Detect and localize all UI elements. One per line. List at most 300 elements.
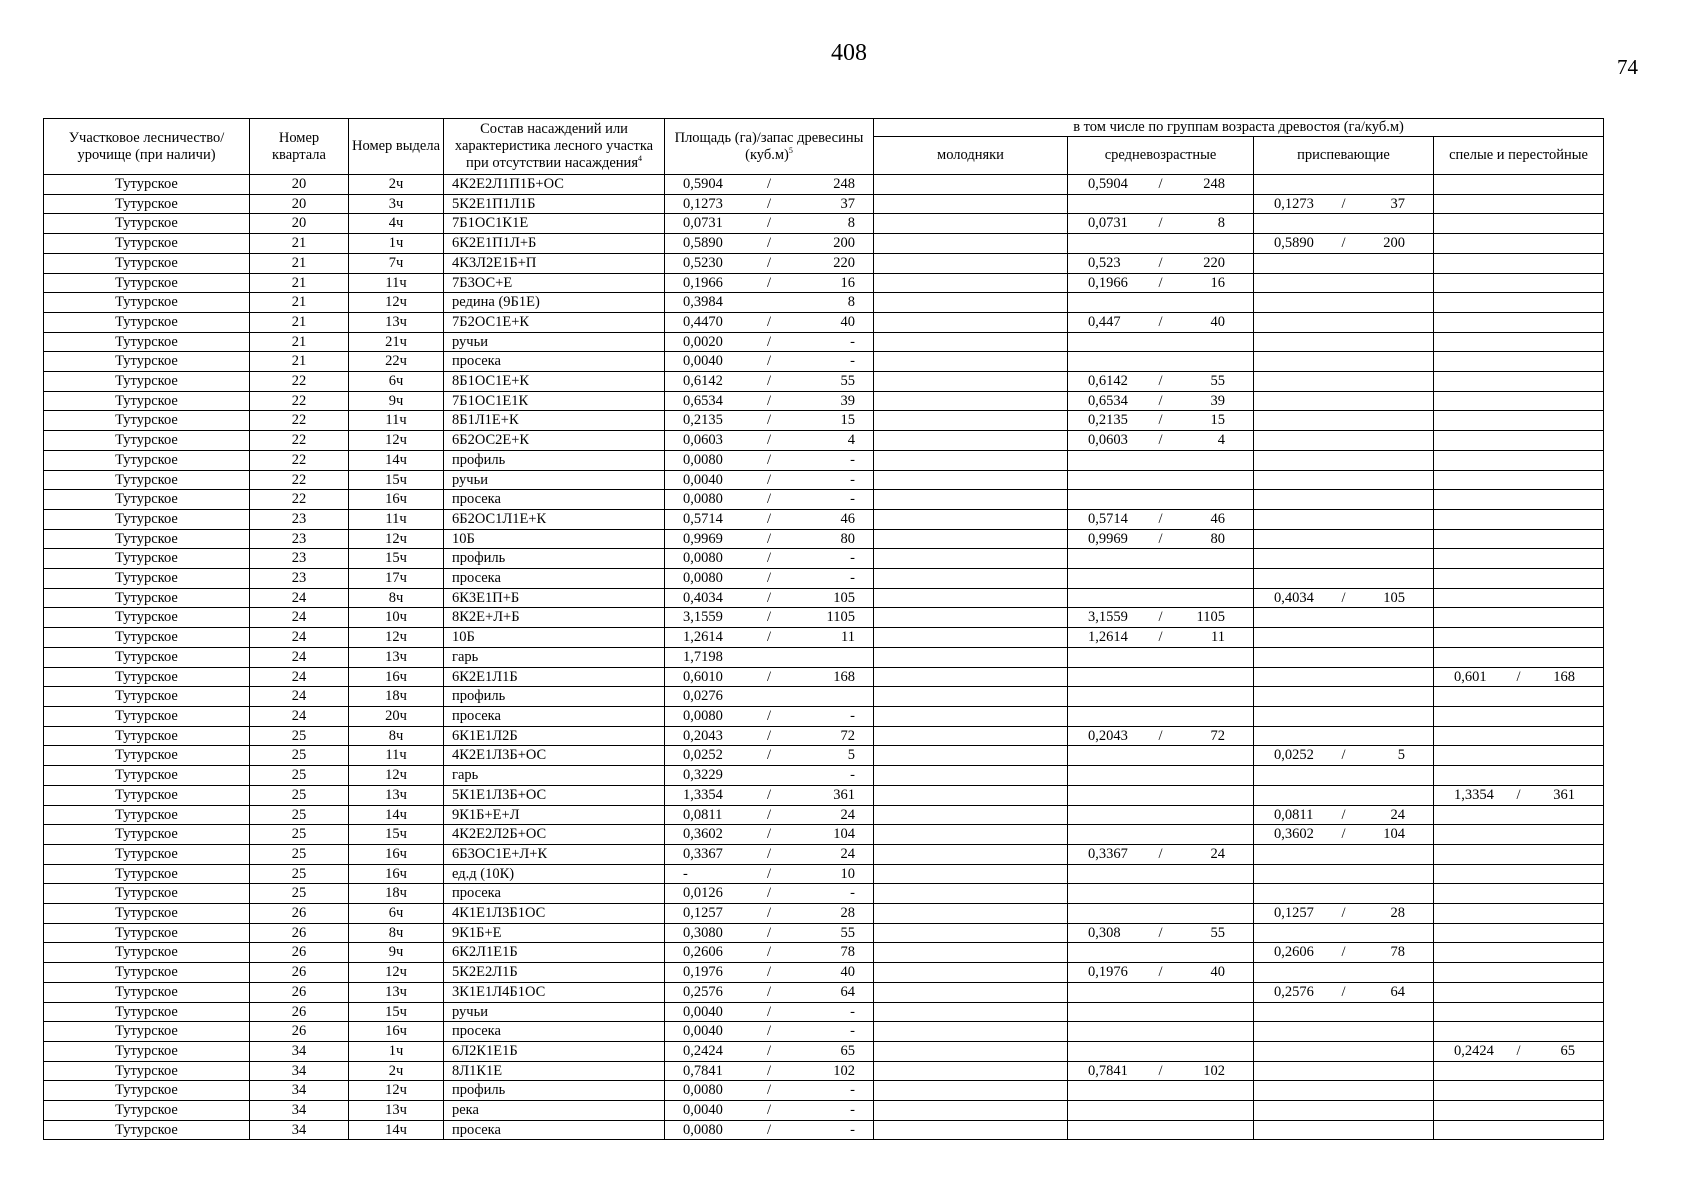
volume-value: 5 — [847, 747, 855, 764]
mature-separator: / — [1516, 1042, 1521, 1059]
cell-young — [874, 470, 1068, 490]
area-value: 0,0731 — [683, 215, 723, 232]
cell-composition: просека — [444, 706, 665, 726]
cell-middle — [1068, 608, 1254, 628]
cell-middle — [1068, 805, 1254, 825]
cell-mature — [1434, 943, 1604, 963]
volume-value: - — [850, 1003, 855, 1020]
cell-young — [874, 194, 1068, 214]
table-row — [44, 253, 1604, 273]
cell-premature — [1254, 214, 1434, 234]
cell-quarter: 24 — [250, 628, 349, 648]
cell-allotment: 8ч — [349, 588, 444, 608]
cell-forestry: Тутурское — [44, 687, 250, 707]
cell-mature — [1434, 372, 1604, 392]
cell-area-volume — [665, 234, 874, 254]
cell-forestry: Тутурское — [44, 628, 250, 648]
middle-volume: 55 — [1210, 373, 1225, 390]
table-row — [44, 923, 1604, 943]
volume-value: - — [850, 353, 855, 370]
cell-premature — [1254, 647, 1434, 667]
middle-separator: / — [1158, 176, 1163, 192]
cell-allotment: 8ч — [349, 923, 444, 943]
area-value: 0,4470 — [683, 313, 723, 330]
cell-composition: 3К1Е1Л4Б1ОС — [444, 982, 665, 1002]
area-value: 0,0040 — [683, 353, 723, 370]
cell-forestry: Тутурское — [44, 884, 250, 904]
cell-middle — [1068, 450, 1254, 470]
cell-quarter: 21 — [250, 253, 349, 273]
cell-mature — [1434, 332, 1604, 352]
area-value: 1,3354 — [683, 786, 723, 803]
cell-forestry: Тутурское — [44, 529, 250, 549]
cell-forestry: Тутурское — [44, 372, 250, 392]
cell-middle — [1068, 667, 1254, 687]
cell-middle — [1068, 628, 1254, 648]
cell-allotment: 11ч — [349, 509, 444, 529]
cell-quarter: 26 — [250, 1022, 349, 1042]
middle-separator: / — [1158, 609, 1163, 626]
cell-middle — [1068, 372, 1254, 392]
cell-middle — [1068, 904, 1254, 924]
area-separator: / — [766, 1003, 771, 1020]
volume-value: 40 — [840, 964, 855, 981]
cell-middle — [1068, 1041, 1254, 1061]
area-separator: / — [766, 589, 771, 606]
cell-forestry: Тутурское — [44, 273, 250, 293]
cell-area-volume — [665, 628, 874, 648]
mature-area: 0,2424 — [1454, 1042, 1494, 1059]
table-row — [44, 529, 1604, 549]
middle-separator: / — [1158, 274, 1163, 291]
middle-separator: / — [1158, 964, 1163, 981]
volume-value: 200 — [833, 235, 855, 252]
cell-composition: просека — [444, 1120, 665, 1140]
cell-middle — [1068, 194, 1254, 214]
premature-volume: 200 — [1383, 235, 1405, 252]
cell-young — [874, 825, 1068, 845]
cell-composition: 6Б2ОС2Е+К — [444, 431, 665, 451]
cell-forestry: Тутурское — [44, 411, 250, 431]
cell-middle — [1068, 273, 1254, 293]
area-value: 0,0080 — [683, 1121, 723, 1138]
header-young: молодняки — [874, 137, 1068, 175]
cell-mature — [1434, 726, 1604, 746]
cell-mature — [1434, 628, 1604, 648]
cell-quarter: 25 — [250, 805, 349, 825]
cell-quarter: 24 — [250, 608, 349, 628]
header-composition-text: Состав насаждений или характеристика лесного участка при отсутствии насаждения — [454, 121, 654, 171]
cell-forestry: Тутурское — [44, 963, 250, 983]
cell-young — [874, 706, 1068, 726]
cell-forestry: Тутурское — [44, 1002, 250, 1022]
cell-mature — [1434, 588, 1604, 608]
cell-allotment: 18ч — [349, 884, 444, 904]
area-value: 0,1273 — [683, 195, 723, 212]
cell-composition: 6К1Е1Л2Б — [444, 726, 665, 746]
cell-middle — [1068, 766, 1254, 786]
cell-forestry: Тутурское — [44, 490, 250, 510]
cell-young — [874, 963, 1068, 983]
area-separator: / — [766, 195, 771, 212]
table-row — [44, 1061, 1604, 1081]
cell-area-volume — [665, 490, 874, 510]
cell-area-volume — [665, 884, 874, 904]
cell-premature — [1254, 726, 1434, 746]
cell-premature — [1254, 884, 1434, 904]
cell-young — [874, 1101, 1068, 1121]
cell-mature — [1434, 529, 1604, 549]
cell-mature — [1434, 963, 1604, 983]
area-separator: / — [766, 550, 771, 567]
cell-premature — [1254, 963, 1434, 983]
mature-separator: / — [1516, 668, 1521, 685]
cell-mature — [1434, 490, 1604, 510]
middle-separator: / — [1158, 845, 1163, 862]
cell-middle — [1068, 825, 1254, 845]
area-separator: / — [766, 885, 771, 902]
cell-mature — [1434, 194, 1604, 214]
area-value: 0,7841 — [683, 1062, 723, 1079]
premature-volume: 5 — [1397, 747, 1405, 764]
cell-allotment: 13ч — [349, 785, 444, 805]
area-value: 0,4034 — [683, 589, 723, 606]
table-row — [44, 726, 1604, 746]
cell-young — [874, 864, 1068, 884]
cell-young — [874, 1022, 1068, 1042]
area-separator — [750, 766, 787, 785]
cell-quarter: 34 — [250, 1081, 349, 1101]
cell-mature — [1434, 509, 1604, 529]
cell-allotment: 11ч — [349, 273, 444, 293]
cell-quarter: 20 — [250, 214, 349, 234]
cell-young — [874, 1120, 1068, 1140]
cell-quarter: 24 — [250, 667, 349, 687]
cell-middle — [1068, 706, 1254, 726]
header-composition — [444, 119, 665, 175]
cell-young — [874, 569, 1068, 589]
cell-forestry: Тутурское — [44, 312, 250, 332]
cell-quarter: 22 — [250, 450, 349, 470]
table-row — [44, 963, 1604, 983]
cell-allotment: 14ч — [349, 450, 444, 470]
cell-young — [874, 372, 1068, 392]
cell-area-volume — [665, 569, 874, 589]
header-area — [665, 119, 874, 175]
cell-composition: 6Б3ОС1Е+Л+К — [444, 844, 665, 864]
cell-young — [874, 214, 1068, 234]
area-value: 0,3367 — [683, 845, 723, 862]
cell-mature — [1434, 234, 1604, 254]
table-row — [44, 1101, 1604, 1121]
cell-young — [874, 391, 1068, 411]
cell-quarter: 21 — [250, 234, 349, 254]
middle-area: 0,6142 — [1088, 373, 1128, 390]
table-row — [44, 825, 1604, 845]
cell-middle — [1068, 391, 1254, 411]
cell-allotment: 15ч — [349, 825, 444, 845]
cell-area-volume — [665, 904, 874, 924]
cell-composition: ручьи — [444, 1002, 665, 1022]
cell-area-volume — [665, 706, 874, 726]
cell-area-volume — [665, 1022, 874, 1042]
cell-quarter: 34 — [250, 1101, 349, 1121]
cell-allotment: 21ч — [349, 332, 444, 352]
cell-composition: просека — [444, 884, 665, 904]
cell-area-volume — [665, 372, 874, 392]
cell-mature — [1434, 1061, 1604, 1081]
area-separator — [750, 293, 787, 312]
cell-composition: 6К2Е1Л1Б — [444, 667, 665, 687]
cell-middle — [1068, 864, 1254, 884]
cell-allotment: 16ч — [349, 844, 444, 864]
cell-quarter: 26 — [250, 923, 349, 943]
cell-quarter: 21 — [250, 352, 349, 372]
cell-forestry: Тутурское — [44, 1081, 250, 1101]
area-separator: / — [766, 491, 771, 508]
header-premature: приспевающие — [1254, 137, 1434, 175]
cell-forestry: Тутурское — [44, 982, 250, 1002]
volume-value: 80 — [840, 530, 855, 547]
cell-quarter: 24 — [250, 588, 349, 608]
cell-middle — [1068, 923, 1254, 943]
cell-area-volume — [665, 509, 874, 529]
volume-value: - — [850, 570, 855, 587]
header-forestry: Участковое лесничество/ урочище (при наличи) — [44, 119, 250, 175]
premature-area: 0,2576 — [1274, 983, 1314, 1000]
cell-mature — [1434, 647, 1604, 667]
cell-premature — [1254, 904, 1434, 924]
cell-middle — [1068, 884, 1254, 904]
cell-composition: профиль — [444, 450, 665, 470]
volume-value: 24 — [840, 806, 855, 823]
cell-composition: 8К2Е+Л+Б — [444, 608, 665, 628]
middle-volume: 248 — [1203, 176, 1225, 192]
area-value: 0,5890 — [683, 235, 723, 252]
cell-middle — [1068, 785, 1254, 805]
cell-young — [874, 647, 1068, 667]
middle-separator: / — [1158, 373, 1163, 390]
cell-composition: 7Б2ОС1Е+К — [444, 312, 665, 332]
mature-separator: / — [1516, 786, 1521, 803]
cell-forestry: Тутурское — [44, 470, 250, 490]
area-value: 0,0020 — [683, 333, 723, 350]
middle-area: 0,0731 — [1088, 215, 1128, 232]
area-value: 0,3602 — [683, 826, 723, 843]
cell-middle — [1068, 312, 1254, 332]
cell-forestry: Тутурское — [44, 1120, 250, 1140]
cell-composition: 8Л1К1Е — [444, 1061, 665, 1081]
cell-quarter: 21 — [250, 332, 349, 352]
middle-volume: 16 — [1210, 274, 1225, 291]
premature-volume: 37 — [1390, 195, 1405, 212]
cell-young — [874, 608, 1068, 628]
cell-quarter: 25 — [250, 746, 349, 766]
middle-volume: 220 — [1203, 254, 1225, 271]
middle-area: 0,2043 — [1088, 727, 1128, 744]
cell-composition: 4К3Л2Е1Б+П — [444, 253, 665, 273]
cell-composition: 4К2Е1Л3Б+ОС — [444, 746, 665, 766]
cell-premature — [1254, 293, 1434, 313]
cell-quarter: 26 — [250, 982, 349, 1002]
cell-quarter: 21 — [250, 312, 349, 332]
cell-young — [874, 411, 1068, 431]
cell-quarter: 21 — [250, 273, 349, 293]
cell-forestry: Тутурское — [44, 785, 250, 805]
cell-young — [874, 253, 1068, 273]
area-separator: / — [766, 432, 771, 449]
cell-premature — [1254, 628, 1434, 648]
table-row — [44, 1120, 1604, 1140]
cell-allotment: 16ч — [349, 490, 444, 510]
cell-composition: профиль — [444, 687, 665, 707]
cell-composition: река — [444, 1101, 665, 1121]
cell-premature — [1254, 312, 1434, 332]
volume-value: 1105 — [826, 609, 855, 626]
cell-area-volume — [665, 470, 874, 490]
area-separator: / — [766, 727, 771, 744]
area-separator: / — [766, 806, 771, 823]
cell-premature — [1254, 253, 1434, 273]
area-separator: / — [766, 983, 771, 1000]
cell-middle — [1068, 569, 1254, 589]
cell-forestry: Тутурское — [44, 569, 250, 589]
area-value: 0,0276 — [683, 688, 723, 705]
cell-area-volume — [665, 1041, 874, 1061]
area-separator: / — [766, 412, 771, 429]
cell-quarter: 22 — [250, 490, 349, 510]
cell-middle — [1068, 411, 1254, 431]
cell-forestry: Тутурское — [44, 352, 250, 372]
cell-composition: профиль — [444, 1081, 665, 1101]
cell-composition: ручьи — [444, 332, 665, 352]
area-separator: / — [766, 707, 771, 724]
cell-forestry: Тутурское — [44, 588, 250, 608]
middle-separator: / — [1158, 727, 1163, 744]
volume-value: - — [850, 491, 855, 508]
cell-mature — [1434, 904, 1604, 924]
cell-composition: гарь — [444, 766, 665, 786]
cell-forestry: Тутурское — [44, 805, 250, 825]
premature-separator: / — [1341, 905, 1346, 922]
cell-composition: 6К3Е1П+Б — [444, 588, 665, 608]
middle-volume: 15 — [1210, 412, 1225, 429]
cell-allotment: 17ч — [349, 569, 444, 589]
cell-allotment: 15ч — [349, 1002, 444, 1022]
cell-allotment: 6ч — [349, 372, 444, 392]
cell-mature — [1434, 273, 1604, 293]
cell-middle — [1068, 1081, 1254, 1101]
volume-value: - — [850, 885, 855, 902]
cell-allotment: 14ч — [349, 1120, 444, 1140]
cell-allotment: 9ч — [349, 943, 444, 963]
cell-mature — [1434, 766, 1604, 786]
middle-area: 0,6534 — [1088, 392, 1128, 409]
volume-value: 15 — [840, 412, 855, 429]
header-area-text: Площадь (га)/запас древесины (куб.м) — [674, 129, 864, 163]
premature-area: 0,1257 — [1274, 905, 1314, 922]
area-value: 0,0080 — [683, 491, 723, 508]
middle-area: 0,7841 — [1088, 1062, 1128, 1079]
cell-premature — [1254, 391, 1434, 411]
cell-area-volume — [665, 982, 874, 1002]
area-separator: / — [766, 1121, 771, 1138]
volume-value: 72 — [840, 727, 855, 744]
cell-mature — [1434, 982, 1604, 1002]
cell-young — [874, 726, 1068, 746]
cell-allotment: 16ч — [349, 864, 444, 884]
volume-value: 28 — [840, 905, 855, 922]
cell-allotment: 14ч — [349, 805, 444, 825]
cell-premature — [1254, 1120, 1434, 1140]
premature-separator: / — [1341, 806, 1346, 823]
table-row — [44, 746, 1604, 766]
volume-value: 10 — [840, 865, 855, 882]
area-value: 0,2424 — [683, 1042, 723, 1059]
cell-composition: профиль — [444, 549, 665, 569]
cell-quarter: 22 — [250, 470, 349, 490]
middle-area: 0,5714 — [1088, 510, 1128, 527]
cell-young — [874, 431, 1068, 451]
area-value: 0,0603 — [683, 432, 723, 449]
middle-area: 0,5904 — [1088, 176, 1128, 192]
volume-value: 40 — [840, 313, 855, 330]
cell-mature — [1434, 569, 1604, 589]
cell-area-volume — [665, 647, 874, 667]
cell-allotment: 15ч — [349, 549, 444, 569]
cell-premature — [1254, 273, 1434, 293]
area-separator: / — [766, 176, 771, 192]
middle-volume: 8 — [1217, 215, 1225, 232]
area-separator: / — [766, 668, 771, 685]
area-value: 0,3229 — [683, 767, 723, 784]
area-separator: / — [766, 1042, 771, 1059]
table-row — [44, 687, 1604, 707]
middle-volume: 1105 — [1196, 609, 1225, 626]
cell-allotment: 2ч — [349, 175, 444, 195]
cell-young — [874, 805, 1068, 825]
area-value: 0,0811 — [683, 806, 723, 823]
volume-value: - — [850, 767, 855, 784]
middle-area: 0,523 — [1088, 254, 1121, 271]
cell-allotment: 1ч — [349, 234, 444, 254]
table-header — [44, 119, 1604, 175]
cell-area-volume — [665, 273, 874, 293]
area-value: 3,1559 — [683, 609, 723, 626]
cell-middle — [1068, 1022, 1254, 1042]
area-separator: / — [766, 905, 771, 922]
cell-mature — [1434, 1081, 1604, 1101]
cell-forestry: Тутурское — [44, 194, 250, 214]
middle-volume: 102 — [1203, 1062, 1225, 1079]
cell-young — [874, 1002, 1068, 1022]
cell-area-volume — [665, 588, 874, 608]
cell-forestry: Тутурское — [44, 450, 250, 470]
table-row — [44, 549, 1604, 569]
table-row — [44, 470, 1604, 490]
middle-separator: / — [1158, 215, 1163, 232]
cell-mature — [1434, 293, 1604, 313]
area-separator: / — [766, 215, 771, 232]
cell-composition: просека — [444, 569, 665, 589]
area-value: 0,1976 — [683, 964, 723, 981]
cell-allotment: 12ч — [349, 431, 444, 451]
volume-value: 64 — [840, 983, 855, 1000]
middle-volume: 55 — [1210, 924, 1225, 941]
cell-middle — [1068, 588, 1254, 608]
cell-premature — [1254, 1081, 1434, 1101]
cell-premature — [1254, 588, 1434, 608]
